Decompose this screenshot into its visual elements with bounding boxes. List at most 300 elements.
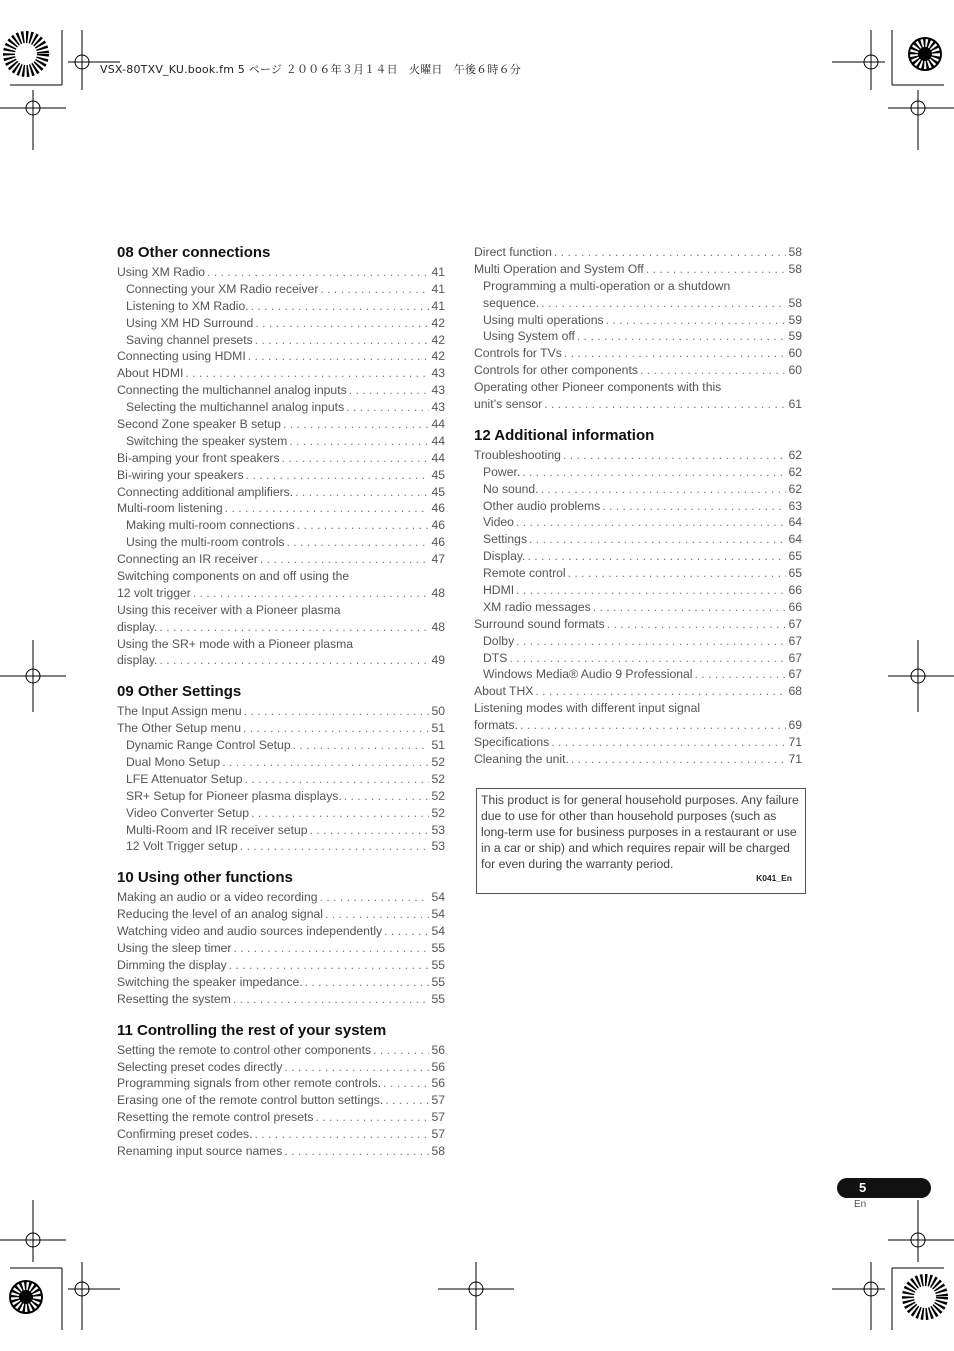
toc-left-column: [117, 244, 445, 1174]
toc-entry-page: 58: [788, 295, 802, 310]
toc-entry-title: Troubleshooting: [474, 447, 561, 462]
toc-entry-page: 44: [431, 450, 445, 465]
dot-leader: [516, 582, 786, 599]
toc-entry[interactable]: [117, 991, 445, 1008]
toc-section: [474, 244, 802, 413]
toc-entry[interactable]: [474, 650, 802, 667]
toc-entry-title: Using System off: [483, 329, 575, 344]
section-title: 12 Additional information: [474, 426, 655, 444]
toc-entry-title: Making an audio or a video recording: [117, 890, 318, 905]
toc-entry-title: sequence.: [483, 295, 540, 310]
toc-entry[interactable]: [117, 1075, 445, 1092]
toc-entry-page: 62: [788, 447, 802, 462]
toc-entry-title: Operating other Pioneer components with this: [474, 380, 722, 395]
toc-entry-title: About HDMI: [117, 366, 184, 381]
dot-leader: [233, 991, 430, 1008]
toc-entry-title: Using multi operations: [483, 312, 604, 327]
dot-leader: [344, 788, 430, 805]
toc-entry[interactable]: [117, 500, 445, 517]
dot-leader: [320, 281, 429, 298]
dot-leader: [233, 940, 429, 957]
toc-entry-page: 67: [788, 667, 802, 682]
toc-entry-title: Switching the speaker system: [126, 433, 288, 448]
dot-leader: [284, 1059, 429, 1076]
dot-leader: [695, 666, 787, 683]
toc-entry[interactable]: [117, 652, 445, 669]
dot-leader: [185, 365, 429, 382]
section-title: 08 Other connections: [117, 244, 271, 261]
dot-leader: [571, 751, 787, 768]
toc-entry-title: Surround sound formats: [474, 616, 605, 631]
toc-entry-page: 42: [431, 349, 445, 364]
toc-entry-title: Dynamic Range Control Setup: [126, 738, 291, 753]
toc-entry-page: 60: [788, 346, 802, 361]
toc-entry-title: Saving channel presets: [126, 332, 253, 347]
toc-entry-page: 58: [788, 261, 802, 276]
dot-leader: [520, 717, 786, 734]
dot-leader: [577, 328, 787, 345]
toc-entry-page: 43: [431, 383, 445, 398]
toc-entry-page: 46: [431, 501, 445, 516]
toc-entry-title: Controls for other components: [474, 363, 638, 378]
toc-entry-page: 47: [431, 552, 445, 567]
toc-entry-title: The Other Setup menu: [117, 721, 241, 736]
toc-entry-page: 54: [431, 907, 445, 922]
toc-entry-page: 41: [431, 281, 445, 296]
toc-entry-page: 55: [431, 941, 445, 956]
toc-entry[interactable]: [117, 348, 445, 365]
toc-entry[interactable]: [117, 1126, 445, 1143]
toc-entry[interactable]: [474, 548, 802, 565]
dot-leader: [255, 315, 429, 332]
notice-code: K041_En: [756, 873, 792, 883]
toc-entry-page: 65: [788, 549, 802, 564]
dot-leader: [159, 652, 429, 669]
toc-entry-page: 61: [788, 397, 802, 411]
toc-entry[interactable]: [117, 822, 445, 839]
toc-entry-page: 52: [431, 771, 445, 786]
toc-entry-title: Specifications: [474, 735, 550, 750]
toc-entry[interactable]: [117, 636, 445, 653]
dot-leader: [246, 467, 430, 484]
toc-entry-page: 41: [431, 264, 445, 279]
toc-entry-title: Switching the speaker impedance.: [117, 974, 303, 989]
dot-leader: [305, 974, 430, 991]
toc-entry[interactable]: [117, 365, 445, 382]
toc-entry-title: Dolby: [483, 633, 515, 648]
toc-entry[interactable]: [117, 399, 445, 416]
toc-entry-page: 62: [788, 481, 802, 496]
toc-entry-title: Controls for TVs: [474, 346, 562, 361]
toc-entry-page: 64: [788, 515, 802, 530]
toc-entry-page: 45: [431, 484, 445, 499]
dot-leader: [544, 396, 786, 413]
dot-leader: [287, 534, 430, 551]
toc-entry[interactable]: [474, 683, 802, 700]
toc-entry-title: Bi-amping your front speakers: [117, 450, 280, 465]
toc-entry-title: Watching video and audio sources independently: [117, 924, 383, 939]
toc-entry[interactable]: [117, 315, 445, 332]
toc-entry-title: Making multi-room connections: [126, 518, 295, 533]
toc-entry[interactable]: [117, 906, 445, 923]
toc-section: [117, 244, 445, 669]
dot-leader: [373, 1042, 429, 1059]
dot-leader: [244, 703, 430, 720]
toc-entry[interactable]: [117, 534, 445, 551]
dot-leader: [516, 514, 786, 531]
dot-leader: [564, 345, 787, 362]
dot-leader: [251, 805, 429, 822]
toc-entry[interactable]: [474, 379, 802, 396]
toc-entry-title: Bi-wiring your speakers: [117, 467, 244, 482]
toc-entry-page: 46: [431, 518, 445, 533]
dot-leader: [193, 585, 430, 602]
dot-leader: [385, 1092, 429, 1109]
toc-entry-title: Using the SR+ mode with a Pioneer plasma: [117, 636, 354, 651]
dot-leader: [207, 264, 429, 281]
dot-leader: [251, 298, 430, 315]
toc-section: [117, 1022, 445, 1160]
toc-entry-page: 67: [788, 650, 802, 665]
toc-entry-page: 57: [431, 1127, 445, 1142]
toc-entry[interactable]: [474, 734, 802, 751]
toc-entry[interactable]: [474, 278, 802, 295]
toc-entry[interactable]: [117, 517, 445, 534]
dot-leader: [593, 599, 787, 616]
dot-leader: [289, 433, 429, 450]
toc-entry-title: Direct function: [474, 244, 552, 259]
toc-entry[interactable]: [474, 312, 802, 329]
toc-entry[interactable]: [117, 1143, 445, 1160]
toc-entry[interactable]: [117, 1109, 445, 1126]
toc-entry-title: About THX: [474, 684, 534, 699]
toc-entry-title: Programming signals from other remote controls.: [117, 1076, 382, 1091]
dot-leader: [541, 481, 787, 498]
dot-leader: [346, 399, 429, 416]
toc-entry[interactable]: [117, 264, 445, 281]
dot-leader: [527, 548, 786, 565]
toc-entry-page: 41: [431, 298, 445, 313]
toc-entry-page: 45: [431, 467, 445, 482]
toc-entry[interactable]: [474, 261, 802, 278]
dot-leader: [383, 1075, 429, 1092]
dot-leader: [325, 906, 429, 923]
dot-leader: [260, 551, 430, 568]
toc-entry-page: 44: [431, 417, 445, 431]
toc-entry[interactable]: [117, 1092, 445, 1109]
dot-leader: [284, 1143, 429, 1160]
toc-entry-page: 67: [788, 633, 802, 648]
toc-entry-page: 53: [431, 839, 445, 854]
toc-entry-title: Resetting the system: [117, 991, 231, 1006]
toc-entry-title: Listening to XM Radio.: [126, 298, 249, 313]
toc-entry-title: Multi-room listening: [117, 501, 223, 516]
toc-entry[interactable]: [474, 514, 802, 531]
toc-entry[interactable]: [117, 332, 445, 349]
dot-leader: [229, 957, 430, 974]
toc-entry-page: 65: [788, 566, 802, 581]
toc-entry[interactable]: [474, 328, 802, 345]
toc-entry-title: Confirming preset codes.: [117, 1127, 253, 1142]
toc-entry[interactable]: [117, 281, 445, 298]
toc-entry[interactable]: [474, 633, 802, 650]
toc-entry-page: 48: [431, 619, 445, 634]
toc-entry[interactable]: [474, 717, 802, 734]
toc-entry-page: 52: [431, 788, 445, 803]
dot-leader: [320, 889, 430, 906]
toc-entry[interactable]: [474, 295, 802, 312]
toc-entry-title: Resetting the remote control presets: [117, 1110, 314, 1125]
toc-entry[interactable]: [474, 700, 802, 717]
dot-leader: [283, 416, 429, 433]
toc-entry[interactable]: [474, 599, 802, 616]
dot-leader: [554, 244, 787, 261]
toc-entry-title: XM radio messages: [483, 599, 591, 614]
language-label: En: [854, 1199, 867, 1210]
section-title: 10 Using other functions: [117, 869, 293, 887]
toc-entry[interactable]: [474, 531, 802, 548]
toc-entry-title: Using XM HD Surround: [126, 315, 254, 330]
toc-entry-title: Cleaning the unit.: [474, 751, 569, 766]
toc-entry-title: Connecting an IR receiver: [117, 552, 258, 567]
print-header: VSX-80TXV_KU.book.fm 5 ページ ２００６年３月１４日 火曜日 午後６時６分: [100, 63, 521, 76]
toc-entry-page: 71: [788, 751, 802, 766]
toc-entry-title: Selecting the multichannel analog inputs: [126, 400, 345, 415]
toc-entry-page: 71: [788, 735, 802, 750]
toc-entry-title: Video Converter Setup: [126, 805, 250, 820]
dot-leader: [293, 737, 430, 754]
dot-leader: [295, 484, 429, 501]
toc-entry[interactable]: [117, 940, 445, 957]
toc-entry-title: display.: [117, 619, 158, 634]
toc-entry-title: Setting the remote to control other components: [117, 1042, 372, 1057]
toc-entry[interactable]: [117, 416, 445, 433]
toc-entry-title: SR+ Setup for Pioneer plasma displays.: [126, 788, 342, 803]
section-title: 11 Controlling the rest of your system: [117, 1021, 387, 1039]
toc-entry-title: Connecting the multichannel analog inputs: [117, 383, 347, 398]
toc-entry-page: 59: [788, 312, 802, 327]
toc-entry-title: Power.: [483, 464, 521, 479]
toc-entry[interactable]: [474, 481, 802, 498]
toc-entry[interactable]: [474, 582, 802, 599]
toc-entry-page: 42: [431, 332, 445, 347]
toc-entry[interactable]: [474, 565, 802, 582]
toc-entry-title: Selecting preset codes directly: [117, 1059, 283, 1074]
toc-entry[interactable]: [117, 788, 445, 805]
toc-entry[interactable]: [117, 450, 445, 467]
dot-leader: [254, 1126, 429, 1143]
toc-entry[interactable]: [117, 889, 445, 906]
toc-entry-page: 59: [788, 329, 802, 344]
toc-entry-page: 51: [431, 721, 445, 736]
toc-entry[interactable]: [117, 433, 445, 450]
page-number-badge: [837, 1178, 931, 1198]
toc-entry-title: unit’s sensor: [474, 397, 543, 411]
toc-entry-page: 53: [431, 822, 445, 837]
toc-entry-title: Erasing one of the remote control button settings.: [117, 1093, 384, 1108]
toc-entry-page: 66: [788, 583, 802, 598]
dot-leader: [310, 822, 430, 839]
toc-entry[interactable]: [474, 447, 802, 464]
toc-entry-title: Multi-Room and IR receiver setup: [126, 822, 308, 837]
dot-leader: [315, 1109, 429, 1126]
toc-entry-page: 63: [788, 498, 802, 513]
dot-leader: [563, 447, 786, 464]
toc-entry[interactable]: [117, 923, 445, 940]
toc-entry-page: 50: [431, 704, 445, 719]
toc-entry-title: Using the sleep timer: [117, 941, 232, 956]
toc-entry-page: 48: [431, 585, 445, 600]
toc-entry[interactable]: [117, 585, 445, 602]
notice-box: [476, 788, 806, 894]
toc-entry-page: 49: [431, 653, 445, 668]
toc-entry-page: 44: [431, 433, 445, 448]
toc-entry[interactable]: [474, 362, 802, 379]
toc-entry-title: Programming a multi-operation or a shutdown: [483, 278, 731, 293]
toc-entry-page: 43: [431, 400, 445, 415]
dot-leader: [349, 382, 430, 399]
toc-entry-page: 56: [431, 1042, 445, 1057]
toc-entry-page: 54: [431, 924, 445, 939]
dot-leader: [384, 923, 429, 940]
toc-entry-page: 57: [431, 1093, 445, 1108]
toc-entry-page: 55: [431, 974, 445, 989]
dot-leader: [640, 362, 787, 379]
dot-leader: [159, 619, 429, 636]
dot-leader: [516, 633, 786, 650]
toc-entry-title: Settings: [483, 532, 528, 547]
toc-entry-page: 68: [788, 684, 802, 699]
toc-entry-page: 69: [788, 718, 802, 733]
toc-entry[interactable]: [474, 616, 802, 633]
toc-entry-page: 43: [431, 366, 445, 381]
toc-entry-title: Connecting your XM Radio receiver: [126, 281, 319, 296]
toc-entry-title: Display.: [483, 549, 526, 564]
toc-entry-title: formats.: [474, 718, 519, 733]
toc-entry[interactable]: [117, 771, 445, 788]
toc-entry[interactable]: [474, 396, 802, 413]
toc-entry-title: Using XM Radio: [117, 264, 206, 279]
toc-right-column: [474, 244, 802, 782]
toc-entry[interactable]: [117, 568, 445, 585]
dot-leader: [522, 464, 786, 481]
toc-entry[interactable]: [117, 974, 445, 991]
toc-entry-page: 58: [788, 244, 802, 259]
toc-entry-page: 56: [431, 1059, 445, 1074]
dot-leader: [551, 734, 786, 751]
dot-leader: [606, 312, 787, 329]
toc-entry[interactable]: [474, 498, 802, 515]
toc-entry-page: 57: [431, 1110, 445, 1125]
toc-entry-title: Second Zone speaker B setup: [117, 417, 281, 431]
toc-section: [474, 427, 802, 768]
toc-entry-page: 56: [431, 1076, 445, 1091]
toc-entry[interactable]: [474, 666, 802, 683]
toc-entry-title: 12 Volt Trigger setup: [126, 839, 238, 854]
toc-entry-page: 60: [788, 363, 802, 378]
toc-entry-page: 62: [788, 464, 802, 479]
toc-entry[interactable]: [474, 464, 802, 481]
toc-entry-page: 58: [431, 1143, 445, 1158]
dot-leader: [535, 683, 786, 700]
toc-entry-page: 55: [431, 957, 445, 972]
toc-entry-title: Listening modes with different input signal: [474, 701, 701, 716]
toc-entry[interactable]: [117, 720, 445, 737]
toc-entry[interactable]: [474, 751, 802, 768]
toc-entry[interactable]: [117, 298, 445, 315]
dot-leader: [248, 348, 430, 365]
dot-leader: [297, 517, 430, 534]
toc-entry-title: Multi Operation and System Off: [474, 261, 644, 276]
toc-entry[interactable]: [117, 484, 445, 501]
dot-leader: [509, 650, 786, 667]
toc-entry[interactable]: [474, 345, 802, 362]
dot-leader: [529, 531, 786, 548]
toc-entry-page: 64: [788, 532, 802, 547]
section-title: 09 Other Settings: [117, 683, 242, 701]
page-number: 5: [859, 1180, 867, 1195]
toc-section: [117, 869, 445, 1007]
toc-entry[interactable]: [117, 754, 445, 771]
toc-entry[interactable]: [117, 602, 445, 619]
dot-leader: [255, 332, 430, 349]
toc-entry[interactable]: [474, 244, 802, 261]
toc-entry-title: 12 volt trigger: [117, 585, 191, 600]
toc-entry[interactable]: [117, 737, 445, 754]
toc-entry[interactable]: [117, 382, 445, 399]
toc-entry-title: HDMI: [483, 583, 515, 598]
toc-entry-title: Reducing the level of an analog signal: [117, 907, 323, 922]
dot-leader: [602, 498, 786, 515]
toc-entry-page: 51: [431, 738, 445, 753]
toc-entry-title: Video: [483, 515, 514, 530]
toc-entry[interactable]: [117, 839, 445, 856]
toc-entry[interactable]: [117, 703, 445, 720]
dot-leader: [240, 838, 430, 855]
dot-leader: [646, 261, 787, 278]
toc-entry-title: Connecting additional amplifiers.: [117, 484, 294, 499]
toc-entry-page: 54: [431, 890, 445, 905]
toc-entry-page: 52: [431, 755, 445, 770]
toc-entry[interactable]: [117, 619, 445, 636]
toc-entry-title: Other audio problems: [483, 498, 601, 513]
dot-leader: [541, 295, 786, 312]
toc-entry-page: 42: [431, 315, 445, 330]
toc-entry-title: Connecting using HDMI: [117, 349, 246, 364]
toc-entry[interactable]: [117, 805, 445, 822]
toc-entry-title: Renaming input source names: [117, 1143, 283, 1158]
dot-leader: [282, 450, 430, 467]
dot-leader: [568, 565, 787, 582]
toc-entry-page: 52: [431, 805, 445, 820]
dot-leader: [607, 616, 787, 633]
toc-entry-title: LFE Attenuator Setup: [126, 771, 243, 786]
toc-entry-title: Using the multi-room controls: [126, 535, 285, 550]
toc-entry[interactable]: [117, 551, 445, 568]
dot-leader: [225, 500, 430, 517]
dot-leader: [245, 771, 430, 788]
toc-entry-title: Dual Mono Setup: [126, 755, 221, 770]
dot-leader: [243, 720, 429, 737]
toc-entry-page: 67: [788, 616, 802, 631]
toc-entry[interactable]: [117, 1059, 445, 1076]
toc-entry-page: 55: [431, 991, 445, 1006]
toc-entry[interactable]: [117, 467, 445, 484]
toc-entry-title: Dimming the display: [117, 957, 227, 972]
toc-entry[interactable]: [117, 1042, 445, 1059]
toc-entry-title: Remote control: [483, 566, 566, 581]
toc-entry[interactable]: [117, 957, 445, 974]
